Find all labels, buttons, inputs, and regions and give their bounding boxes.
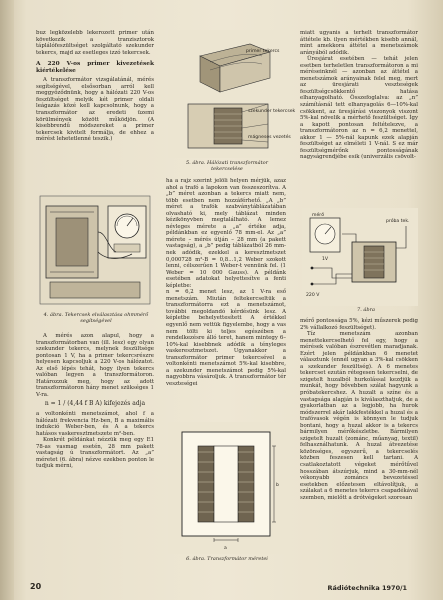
figure-5-caption: 5. ábra. Hálózati transzformátor tekercselése <box>185 160 269 172</box>
fig5-label: szekunder tekercsek <box>248 109 296 114</box>
column-1-bottom <box>36 333 154 470</box>
paragraph: A mérés azon alapul, hogy a transzformátorban van (ill. lesz) egy olyan szekunder tekercs, melynek feszültsége pontosan 1 V, ha a primer tekercsrészre helyesen kapcsoljuk a 220 V-os hálózatot. Az első lépés tehát, hogy ilyen tekercs valóban legyen a transzformátoron. Határozzuk meg, hogy az adott transzformátoron hány menet szükséges 1 V-ra. <box>36 333 154 398</box>
figure-7 <box>302 208 418 306</box>
fig7-label-primer-voltage: 220 V <box>306 293 320 298</box>
figure-6 <box>168 422 286 554</box>
paragraph: A transzformátor vizsgálatánál, mérés segítségével, elsősorban arról kell meggyőződnünk, hogy a hálózati 220 V-os feszültséget melyik két primer oldali leágazás közé kell kapcsolnunk, hogy a transzformátor az eredeti üzemi körülmények között működjön. (A kisebbrendű módszereket a primer tekercsek kivitelt formálja, de ehhez a mérést lehetetlenné teszik.) <box>36 77 154 143</box>
paragraph: Tíz menetszám azonban menettekercselhető fel egy, hogy a mérések valóban észrevétlen maradjanak. Ezért jelen példánkban 6 menetet választunk (ennél ugyan a 3%-kal csökken a szekunder feszültség). A 6 menetes tekercset ezután rétegesen tekercselni, de szigetelt huzalból hurkolással kezdjük a munkát, hogy bővebben szálat hagyunk a próbatekercshez. A huzalt a színe és a vastagsága alapján is kiválaszthatjuk, de a gyakorlatban az a legjobb, ha hurok módszerrel akár lakkfestékkel a huzal és a trafóvasok végén is könnyen le tudjuk bontani, hogy a huzal akkor is a tekercs bármilyen mérőkészletbe. Bármilyen szigetelt huzalt (zománc, műanyag, textil) felhasználhatunk. A huzal átvezetése közönséges, egyszerű, a tekercselés közben feszesen kell tartani. A csatlakoztatott végeket mérőtűvel hosszában átszúrjuk, mind a 30-mm-nél vékonyabb zománcs bevezetéssel esetekben előzetesen eltávolítjuk, a szálakat a 6 menetes tekercs csapadékával szemben, mielőtt a drótvégeket szorosan <box>300 331 418 501</box>
column-3-bottom <box>300 318 418 501</box>
paragraph: a voltonkénti menetszámot, ahol f a hálózati frekvencia Hz-ben, B a maximális indukció Weber-ben, és A a tekercs hatásos vaskeresztmetszete m²-ben. <box>36 411 154 437</box>
column-1-top <box>36 30 154 143</box>
subheading: A 220 V-os primer kivezetések kiértékelése <box>36 61 154 74</box>
fig6-dimension-b: b <box>276 483 279 488</box>
page-binding-shadow <box>0 0 14 600</box>
magazine-issue: Rádiótechnika 1970/1 <box>327 584 407 592</box>
paragraph: ha a rajz szerint jelöli helyen mérjük, azaz ahol a trafó a lapokon van összeszorítva. A „b” méret azonban a tekercs miatt nem, több esetben nem hozzáférhető. „A „b” méret a trafók szabványtáblázatában olvasható ki, mely táblázat minden kézikönyvben megtalálható. A lemez névleges mérete a „a” értéke adja, példánkban ez egyenlő 78 mm-el. Az „a” mérete – mérés útján – 28 mm (a pakett vastagság), a „b” pedig táblázatból 26 mm-nek adódik, ezekkel a keresztmetszet 0,000728 m²-B = 0,8...1,2 Weber szokott lenni, célszerűen 1 Weber-t vennünk fel. (1 Weber = 10 000 Gauss). A példánk esetében adatokat helyettesítve a fenti képletbe: <box>166 178 286 289</box>
fig7-label-test-coil: próba tek. <box>386 219 410 224</box>
paragraph: n = 6,2 menet lesz, az 1 V-ra eső menetszám. Miután feltekercseltük a transzformátorra ezt a menetszámot, további megoldandó kérdésünk lesz. A képletbe behelyettesített A értékkel egyenlő nem vettük figyelembe, hogy a vas nem tölti ki teljes egészében a rendelkezésre álló teret, hanem mintegy 6–10%-kal kisebbnek adódik a tényleges vaskeresztmetszet. Ugyanakkor a transzformátor primer tekercsével a voltonkénti menetszámot 5%-kal kisebbre, a szekunder menetszámot pedig 5%-kal nagyobbra vásároljuk. A transzformátor tér veszteségei <box>166 289 286 387</box>
paragraph: miatt ugyanis a terhelt transzformátor áttétele kb. ilyen mértékben kisebb annál, mint amekkora áttétel a menetszámok arányából adódik. <box>300 30 418 56</box>
figure-7-caption: 7. ábra <box>357 307 375 313</box>
figure-6-caption: 6. ábra. Transzformátor méretei <box>186 556 268 562</box>
paragraph: buz legközelebb lekerozett primer után következik a tranzisztorok táplálófeszültséget szolgáltató szekunder tekercs, majd az esetleges izzó tekercsek. <box>36 30 154 56</box>
fig7-label-meter-voltage: 1V <box>322 257 329 262</box>
page-number: 20 <box>30 582 42 591</box>
paragraph: Üresjárat esetében — tehát jelen esetben terheletlen transzformátoron a mi méréseinknél — azonban az áttétel a menetszámok arányainak felel meg, mert az üresjárati veszteségek feszültségcsökkentő hatása elhanyagolható. Összefoglalva: az „n” számításnál tett elhanyagolás 6—10%-kal csökkent, az üresjárási viszonyok viszont 5%-kal növelik a mérhető feszültséget. Így a kapott pontosan feltételezve, a transzformátoron az n = 6,2 menettel, akkor 1 — 5%-nál kapunk ezek alapján feszültséget az elméleti 1 V-nál. S ez már feszültségmérőnk pontosságának nagyságrendjébe esik (univerzális csövolt- <box>300 56 418 161</box>
paragraph: mérő pontossága 5%, kézi műszerek pedig 2% vállalkozó feszültséget). <box>300 318 418 331</box>
paragraph: Konkrét példánkat nézzük meg egy E1 78-as vasmag esetén, 28 mm pakett vastagság ú transzformátort. Az „a” méretet (6. ábra) nézve ezekben ponton le tudjuk mérni, <box>36 437 154 470</box>
fig5-label: primer tekercs <box>246 49 280 54</box>
figure-4 <box>36 192 154 310</box>
column-2-top <box>166 178 286 388</box>
column-3-top <box>300 30 418 161</box>
figure-5 <box>168 30 296 158</box>
formula: n = 1 / (4,44 f B A) kifejezés adja <box>44 400 146 408</box>
fig5-label: mágneses vezetés <box>248 135 291 140</box>
figure-4-caption: 4. ábra. Tekercsek elválasztása ohmmérő segítségével <box>43 312 149 324</box>
fig6-dimension-a: a <box>224 546 227 551</box>
fig7-label-meter: mérő <box>312 213 325 218</box>
